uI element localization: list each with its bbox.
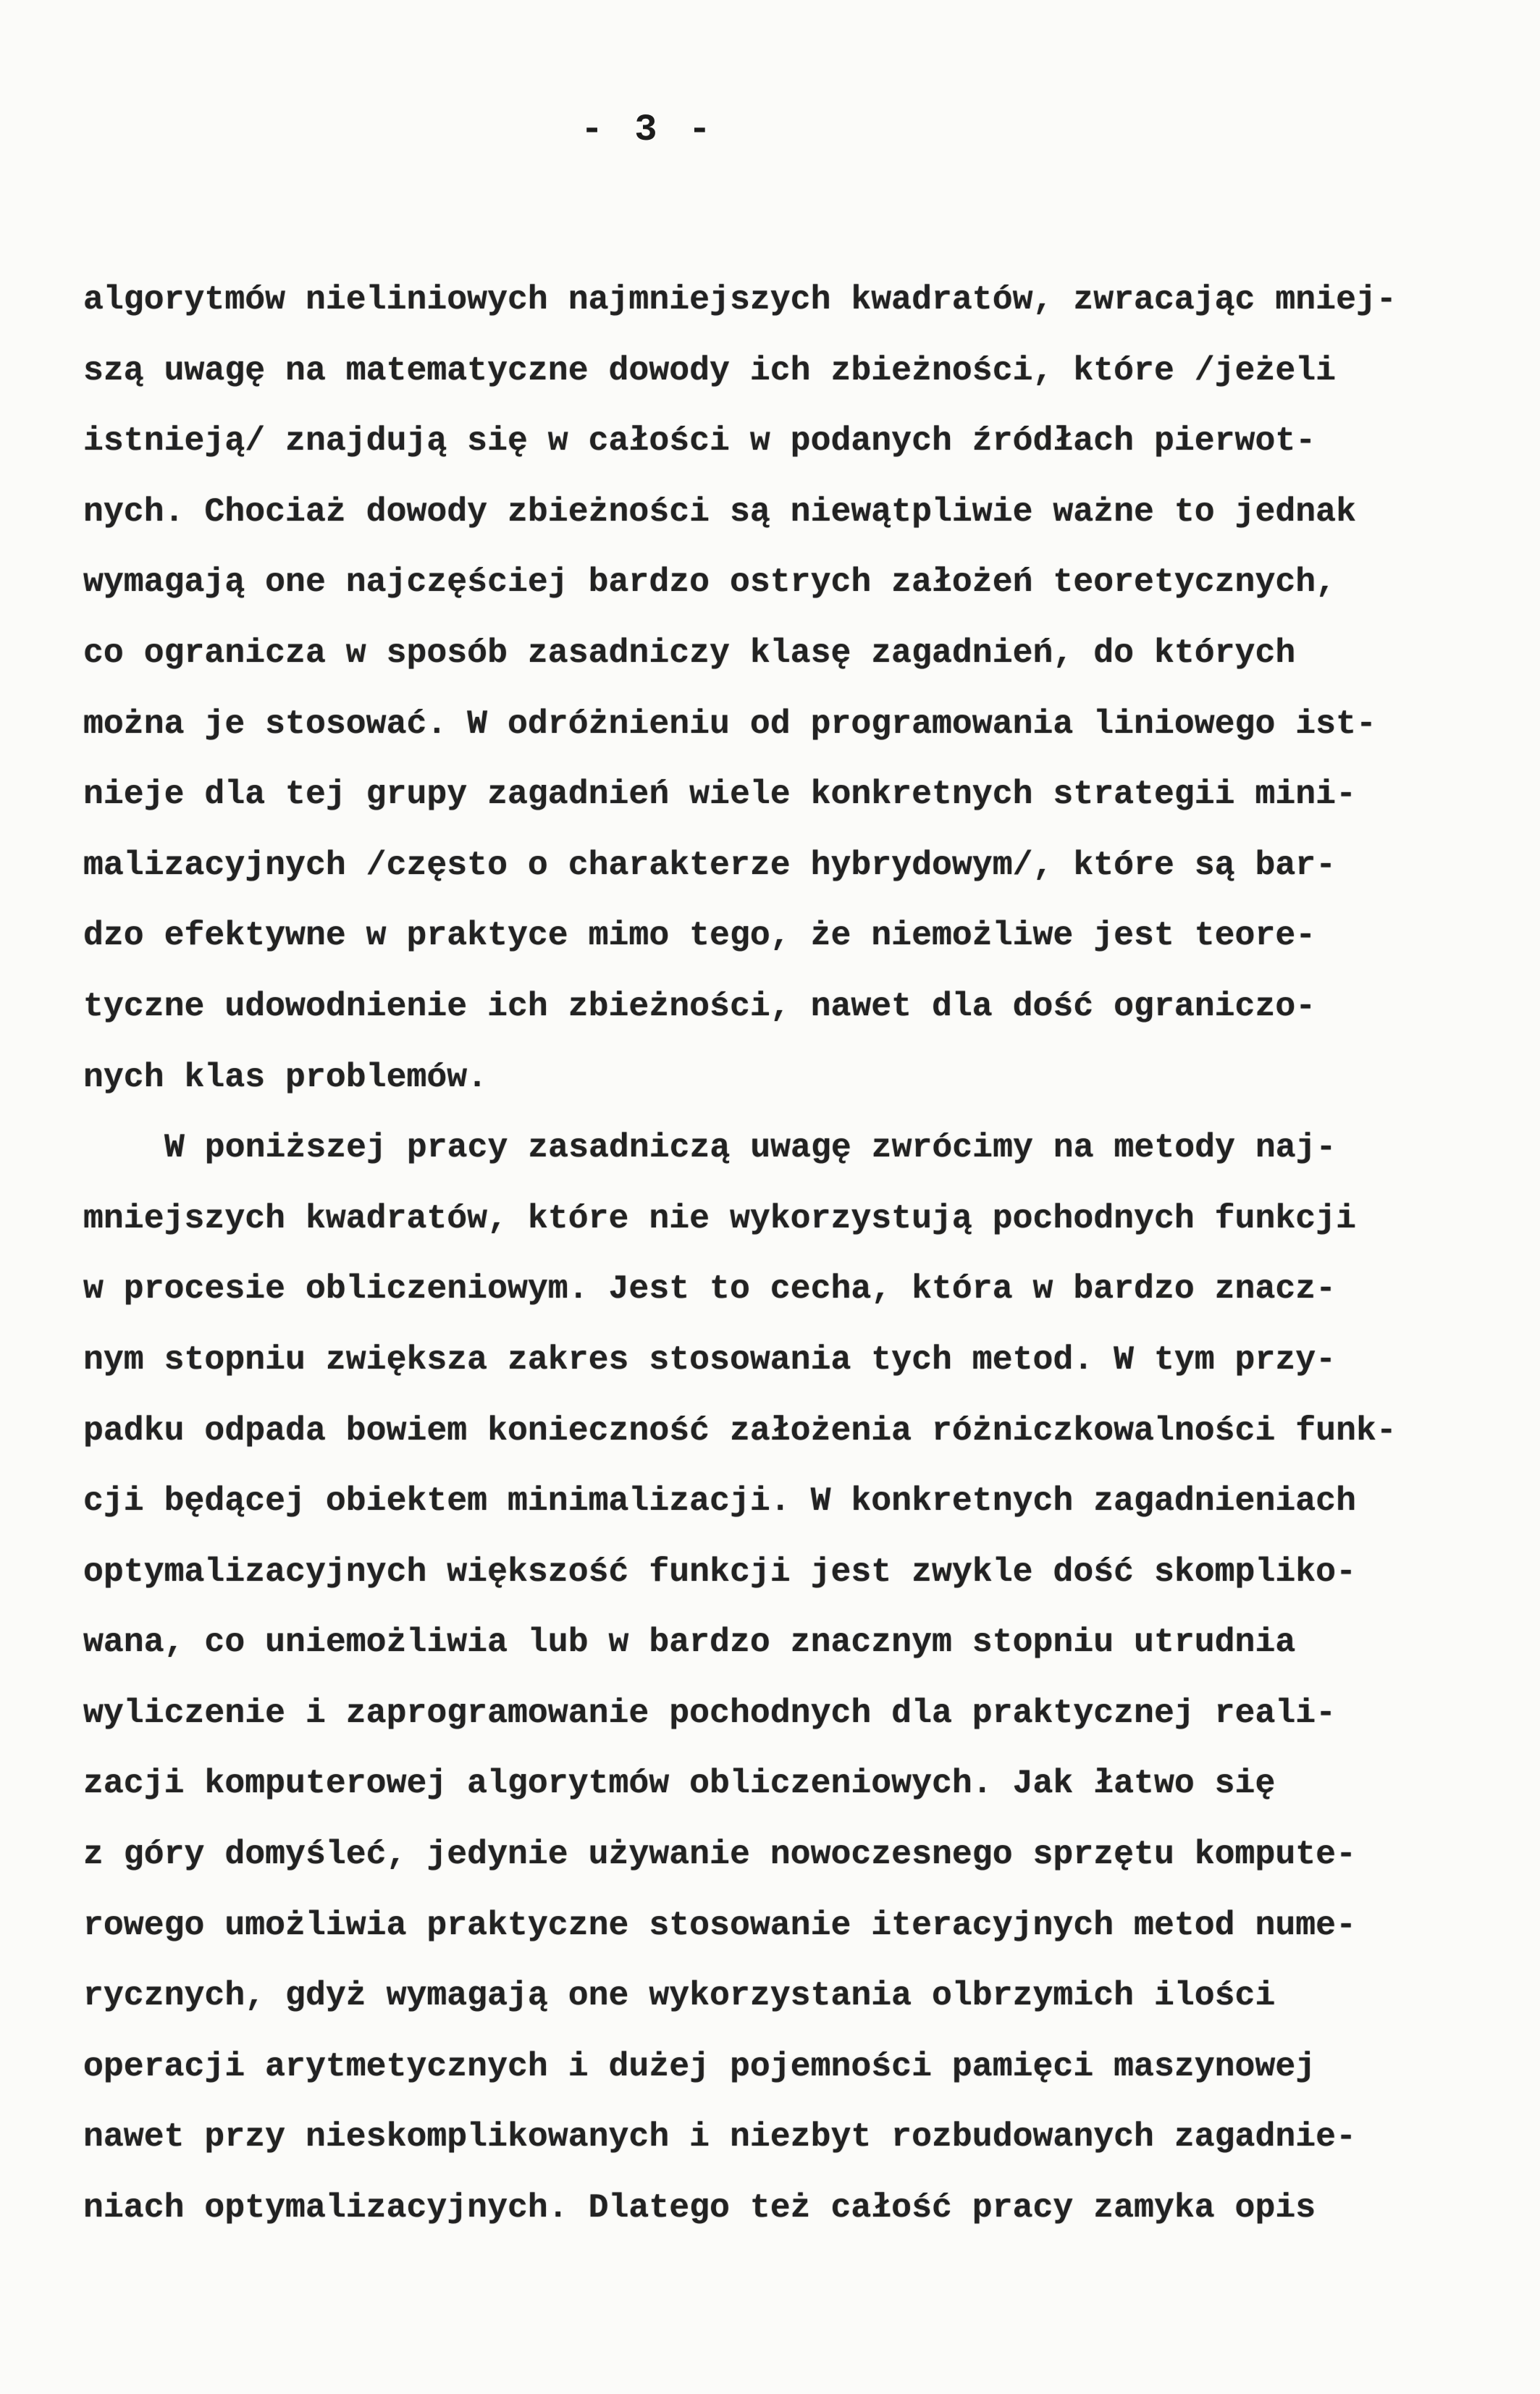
text-line: wana, co uniemożliwia lub w bardzo znacznym stopniu utrudnia xyxy=(83,1623,1296,1662)
text-line: rycznych, gdyż wymagają one wykorzystania olbrzymich ilości xyxy=(83,1976,1276,2015)
text-line: padku odpada bowiem konieczność założenia różniczkowalności funk- xyxy=(83,1411,1397,1450)
text-line: co ogranicza w sposób zasadniczy klasę zagadnień, do których xyxy=(83,633,1296,672)
text-line: w procesie obliczeniowym. Jest to cecha, która w bardzo znacz- xyxy=(83,1269,1337,1309)
text-line: nych. Chociaż dowody zbieżności są niewątpliwie ważne to jednak xyxy=(83,492,1356,531)
page-number: - 3 - xyxy=(580,109,716,151)
text-line: algorytmów nieliniowych najmniejszych kwadratów, zwracając mniej- xyxy=(83,280,1397,319)
text-line: nych klas problemów. xyxy=(83,1057,488,1096)
text-line: szą uwagę na matematyczne dowody ich zbieżności, które /jeżeli xyxy=(83,350,1337,390)
text-line: niach optymalizacyjnych. Dlatego też całość pracy zamyka opis xyxy=(83,2188,1316,2227)
text-line: tyczne udowodnienie ich zbieżności, nawet dla dość ograniczo- xyxy=(83,986,1316,1025)
text-line: malizacyjnych /często o charakterze hybrydowym/, które są bar- xyxy=(83,845,1337,884)
text-line: nieje dla tej grupy zagadnień wiele konkretnych strategii mini- xyxy=(83,775,1356,814)
text-line: istnieją/ znajdują się w całości w podanych źródłach pierwot- xyxy=(83,421,1316,461)
text-line: z góry domyśleć, jedynie używanie nowoczesnego sprzętu kompute- xyxy=(83,1835,1356,1874)
text-line: wyliczenie i zaprogramowanie pochodnych dla praktycznej reali- xyxy=(83,1693,1337,1732)
text-line: cji będącej obiektem minimalizacji. W konkretnych zagadnieniach xyxy=(83,1482,1356,1521)
text-line: mniejszych kwadratów, które nie wykorzystują pochodnych funkcji xyxy=(83,1198,1356,1238)
text-line: dzo efektywne w praktyce mimo tego, że niemożliwe jest teore- xyxy=(83,916,1316,955)
text-line: operacji arytmetycznych i dużej pojemności pamięci maszynowej xyxy=(83,2046,1316,2086)
paragraph-start-line: W poniższej pracy zasadniczą uwagę zwrócimy na metody naj- xyxy=(164,1128,1337,1167)
text-line: rowego umożliwia praktyczne stosowanie iteracyjnych metod nume- xyxy=(83,1905,1356,1944)
text-line: nawet przy nieskomplikowanych i niezbyt rozbudowanych zagadnie- xyxy=(83,2117,1356,2156)
text-line: nym stopniu zwiększa zakres stosowania tych metod. W tym przy- xyxy=(83,1340,1337,1379)
text-line: zacji komputerowej algorytmów obliczeniowych. Jak łatwo się xyxy=(83,1764,1276,1803)
body-text xyxy=(83,264,1531,2243)
text-line: optymalizacyjnych większość funkcji jest zwykle dość skompliko- xyxy=(83,1552,1356,1591)
text-line: wymagają one najczęściej bardzo ostrych założeń teoretycznych, xyxy=(83,563,1337,602)
text-line: można je stosować. W odróżnieniu od programowania liniowego ist- xyxy=(83,704,1376,743)
